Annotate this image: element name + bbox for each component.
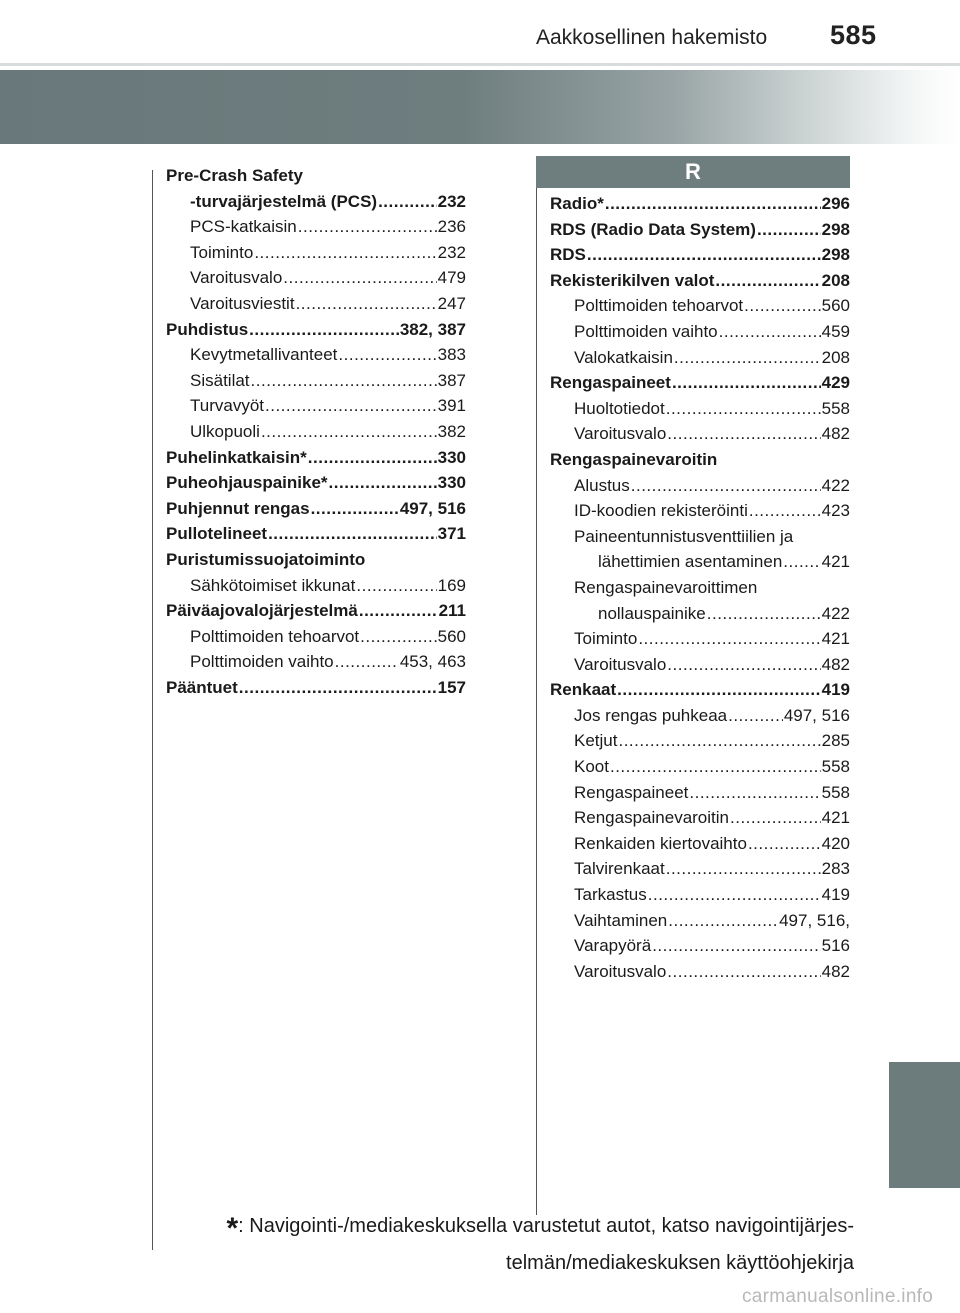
index-entry-page: 560 xyxy=(821,296,850,316)
index-entry xyxy=(166,496,466,522)
index-entry xyxy=(550,191,850,217)
dot-leader xyxy=(667,652,820,678)
index-entry xyxy=(550,370,850,396)
dot-leader xyxy=(356,573,436,599)
index-entry-label: Rengaspainevaroittimen xyxy=(574,577,758,597)
index-entry-page: 330 xyxy=(437,473,466,493)
index-entry-page: 479 xyxy=(437,268,466,288)
index-entry xyxy=(166,317,466,343)
dot-leader xyxy=(359,598,438,624)
index-entry-label: Valokatkaisin xyxy=(574,347,673,367)
dot-leader xyxy=(667,959,820,985)
index-entry-label: Paineentunnistusventtiilien ja xyxy=(574,526,794,546)
index-entry-label: Huoltotiedot xyxy=(574,398,665,418)
index-entry-page: 283 xyxy=(821,859,850,879)
index-entry-page: 371 xyxy=(437,524,466,544)
index-entry-label: Rengaspainevaroitin xyxy=(550,449,718,469)
index-entry xyxy=(166,649,466,675)
index-entry-page: 232 xyxy=(437,191,466,211)
index-entry-label: Pre-Crash Safety xyxy=(166,166,304,185)
index-entry-label: Päiväajovalojärjestelmä xyxy=(166,601,358,621)
index-entry-label: Polttimoiden vaihto xyxy=(190,652,334,672)
index-entry-label: Kevytmetallivanteet xyxy=(190,345,338,365)
index-column-left xyxy=(166,163,466,700)
dot-leader xyxy=(748,831,821,857)
index-entry-page: 558 xyxy=(821,757,850,777)
dot-leader xyxy=(308,445,437,471)
index-entry xyxy=(550,882,850,908)
index-entry-page: 497, 516 xyxy=(783,705,850,725)
index-entry xyxy=(550,575,850,601)
index-entry-label: Rengaspaineet xyxy=(550,373,671,393)
index-entry xyxy=(166,189,466,215)
dot-leader xyxy=(283,265,436,291)
dot-leader xyxy=(666,396,821,422)
dot-leader xyxy=(715,268,820,294)
index-entry xyxy=(550,933,850,959)
index-entry-label: Toiminto xyxy=(190,242,254,262)
index-entry-page: 482 xyxy=(821,424,850,444)
index-entry-page: 330 xyxy=(437,447,466,467)
dot-leader xyxy=(668,908,778,934)
index-entry xyxy=(166,240,466,266)
index-entry xyxy=(166,214,466,240)
index-entry xyxy=(550,780,850,806)
index-entry-label: Varoitusvalo xyxy=(574,654,667,674)
dot-leader xyxy=(296,291,437,317)
index-entry-label: Puhjennut rengas xyxy=(166,498,310,518)
page-number: 585 xyxy=(830,20,877,50)
index-entry-page: 497, 516, xyxy=(779,910,850,930)
index-entry-label: Jos rengas puhkeaa xyxy=(574,705,728,725)
index-entry-label: Varoitusvalo xyxy=(574,961,667,981)
index-entry xyxy=(550,421,850,447)
dot-leader xyxy=(757,217,821,243)
index-entry xyxy=(166,521,466,547)
index-entry xyxy=(550,447,850,473)
index-entry-label: Varapyörä xyxy=(574,936,652,956)
index-entry xyxy=(550,626,850,652)
footnote-line-1: : Navigointi-/mediakeskuksella varustetut autot, katso navigointijärjes- xyxy=(238,1215,854,1237)
index-entry-page: 482 xyxy=(821,961,850,981)
index-entry-label: nollauspainike xyxy=(598,603,706,623)
index-entry xyxy=(166,265,466,291)
index-entry-page: 157 xyxy=(437,677,466,697)
index-entry-label: Tarkastus xyxy=(574,885,647,905)
index-entry-page: 558 xyxy=(821,782,850,802)
index-entry-page: 482 xyxy=(821,654,850,674)
dot-leader xyxy=(730,805,821,831)
dot-leader xyxy=(744,293,820,319)
dot-leader xyxy=(298,214,437,240)
dot-leader xyxy=(728,703,783,729)
index-entry-label: Polttimoiden tehoarvot xyxy=(190,626,360,646)
dot-leader xyxy=(261,419,437,445)
index-entry-page: 516 xyxy=(821,936,850,956)
index-entry-label: lähettimien asentaminen xyxy=(598,552,783,572)
dot-leader xyxy=(617,677,820,703)
dot-leader xyxy=(666,856,821,882)
index-entry-page: 296 xyxy=(821,194,850,213)
index-entry xyxy=(550,319,850,345)
index-entry-label: Rekisterikilven valot xyxy=(550,270,715,290)
dot-leader xyxy=(672,370,821,396)
dot-leader xyxy=(311,496,399,522)
index-entry-page: 208 xyxy=(821,347,850,367)
index-entry-page: 422 xyxy=(821,475,850,495)
index-entry xyxy=(166,163,466,189)
index-entry-page: 211 xyxy=(438,601,466,621)
dot-leader xyxy=(618,728,820,754)
dot-leader xyxy=(610,754,821,780)
index-entry xyxy=(166,419,466,445)
dot-leader xyxy=(719,319,821,345)
index-entry xyxy=(166,291,466,317)
dot-leader xyxy=(749,498,821,524)
dot-leader xyxy=(674,345,821,371)
index-entry xyxy=(550,959,850,985)
section-title: Aakkosellinen hakemisto xyxy=(536,26,768,49)
dot-leader xyxy=(268,521,437,547)
index-entry-page: 285 xyxy=(821,731,850,751)
index-entry xyxy=(550,601,850,627)
dot-leader xyxy=(631,473,821,499)
index-entry xyxy=(166,598,466,624)
dot-leader xyxy=(783,549,820,575)
dot-leader xyxy=(254,240,436,266)
index-entry xyxy=(550,908,850,934)
index-entry-page: 169 xyxy=(437,575,466,595)
index-entry-label: Radio* xyxy=(550,194,604,213)
index-entry-label: Pääntuet xyxy=(166,677,238,697)
watermark: carmanualsonline.info xyxy=(742,1286,934,1307)
index-entry-label: Rengaspainevaroitin xyxy=(574,808,729,828)
index-entry xyxy=(550,728,850,754)
dot-leader xyxy=(707,601,821,627)
header-banner xyxy=(0,70,960,144)
index-entry-label: Varoitusvalo xyxy=(574,424,667,444)
index-column-right xyxy=(550,191,850,984)
dot-leader xyxy=(239,675,437,701)
letter-heading-r: R xyxy=(536,156,850,188)
index-entry-label: Vaihtaminen xyxy=(574,910,668,930)
index-entry-label: Puhdistus xyxy=(166,319,249,339)
index-entry-label: PCS-katkaisin xyxy=(190,217,297,237)
index-entry-label: Pullotelineet xyxy=(166,524,268,544)
index-entry-page: 419 xyxy=(821,680,850,700)
index-entry xyxy=(166,547,466,573)
index-entry xyxy=(550,242,850,268)
index-entry xyxy=(550,856,850,882)
index-entry xyxy=(550,677,850,703)
index-entry xyxy=(166,573,466,599)
column-divider xyxy=(536,170,537,1215)
index-entry-page: 298 xyxy=(821,245,850,265)
footnote xyxy=(190,1212,854,1275)
index-entry-label: Polttimoiden vaihto xyxy=(574,321,718,341)
index-entry xyxy=(550,805,850,831)
index-entry-page: 422 xyxy=(821,603,850,623)
index-entry-label: RDS xyxy=(550,245,586,265)
index-entry xyxy=(166,368,466,394)
dot-leader xyxy=(587,242,821,268)
dot-leader xyxy=(329,470,437,496)
index-entry-page: 247 xyxy=(437,293,466,313)
index-entry-page: 423 xyxy=(821,501,850,521)
page-header xyxy=(0,0,960,64)
index-entry-label: Rengaspaineet xyxy=(574,782,689,802)
index-entry xyxy=(550,473,850,499)
index-entry-page: 421 xyxy=(821,629,850,649)
index-entry-label: Varoitusvalo xyxy=(190,268,283,288)
index-entry xyxy=(550,293,850,319)
dot-leader xyxy=(338,342,436,368)
index-entry-label: Alustus xyxy=(574,475,630,495)
index-entry-label: Toiminto xyxy=(574,629,638,649)
index-entry xyxy=(550,549,850,575)
index-entry-page: 382 xyxy=(437,421,466,441)
index-entry-label: Renkaiden kiertovaihto xyxy=(574,833,747,853)
index-entry-label: Varoitusviestit xyxy=(190,293,295,313)
index-entry xyxy=(550,345,850,371)
index-entry-page: 383 xyxy=(437,345,466,365)
index-entry xyxy=(550,498,850,524)
footnote-line-2: telmän/mediakeskuksen käyttöohjekirja xyxy=(506,1252,854,1274)
dot-leader xyxy=(605,191,821,217)
dot-leader xyxy=(378,189,437,215)
index-entry xyxy=(550,268,850,294)
index-entry-label: Sisätilat xyxy=(190,370,250,390)
index-entry-label: Ulkopuoli xyxy=(190,421,260,441)
index-entry-page: 429 xyxy=(821,373,850,393)
index-entry-page: 558 xyxy=(821,398,850,418)
index-entry-page: 459 xyxy=(821,321,850,341)
dot-leader xyxy=(360,624,436,650)
footnote-marker: * xyxy=(226,1212,239,1245)
index-entry-label: Talvirenkaat xyxy=(574,859,665,879)
index-entry xyxy=(550,703,850,729)
index-entry xyxy=(550,754,850,780)
index-entry-label: Koot xyxy=(574,757,609,777)
index-entry-page: 419 xyxy=(821,885,850,905)
dot-leader xyxy=(335,649,399,675)
dot-leader xyxy=(648,882,821,908)
index-entry-label: Renkaat xyxy=(550,680,617,700)
index-entry-page: 387 xyxy=(437,370,466,390)
dot-leader xyxy=(652,933,820,959)
index-entry-label: Turvavyöt xyxy=(190,396,265,416)
index-entry xyxy=(166,342,466,368)
index-entry-label: Puristumissuojatoiminto xyxy=(166,549,366,569)
index-entry xyxy=(550,524,850,550)
index-entry-label: Puhelinkatkaisin* xyxy=(166,447,307,467)
index-entry xyxy=(166,470,466,496)
left-column-rule xyxy=(152,170,153,1250)
index-entry xyxy=(550,396,850,422)
index-entry-page: 421 xyxy=(821,808,850,828)
index-entry-page: 382, 387 xyxy=(399,319,466,339)
chapter-thumb-tab xyxy=(889,1062,960,1188)
index-entry-page: 208 xyxy=(821,270,850,290)
index-entry-label: Puheohjauspainike* xyxy=(166,473,328,493)
index-entry xyxy=(550,652,850,678)
header-divider xyxy=(0,63,960,66)
index-entry-label: Polttimoiden tehoarvot xyxy=(574,296,744,316)
dot-leader xyxy=(689,780,820,806)
dot-leader xyxy=(265,393,437,419)
index-entry-label: Ketjut xyxy=(574,731,618,751)
index-entry xyxy=(166,675,466,701)
index-entry-page: 298 xyxy=(821,219,850,239)
index-entry-page: 497, 516 xyxy=(399,498,466,518)
index-entry-label: RDS (Radio Data System) xyxy=(550,219,756,239)
index-entry xyxy=(166,445,466,471)
dot-leader xyxy=(667,421,820,447)
index-entry xyxy=(550,831,850,857)
dot-leader xyxy=(249,317,399,343)
index-entry-page: 391 xyxy=(437,396,466,416)
index-entry-label: Sähkötoimiset ikkunat xyxy=(190,575,356,595)
index-entry-page: 421 xyxy=(821,552,850,572)
dot-leader xyxy=(251,368,437,394)
index-entry-page: 560 xyxy=(437,626,466,646)
index-entry xyxy=(550,217,850,243)
index-entry-page: 420 xyxy=(821,833,850,853)
index-entry-page: 232 xyxy=(437,242,466,262)
dot-leader xyxy=(638,626,820,652)
index-entry-label: -turvajärjestelmä (PCS) xyxy=(190,191,378,211)
index-entry xyxy=(166,624,466,650)
index-entry-page: 236 xyxy=(437,217,466,237)
index-entry xyxy=(166,393,466,419)
index-entry-page: 453, 463 xyxy=(399,652,466,672)
index-entry-label: ID-koodien rekisteröinti xyxy=(574,501,748,521)
